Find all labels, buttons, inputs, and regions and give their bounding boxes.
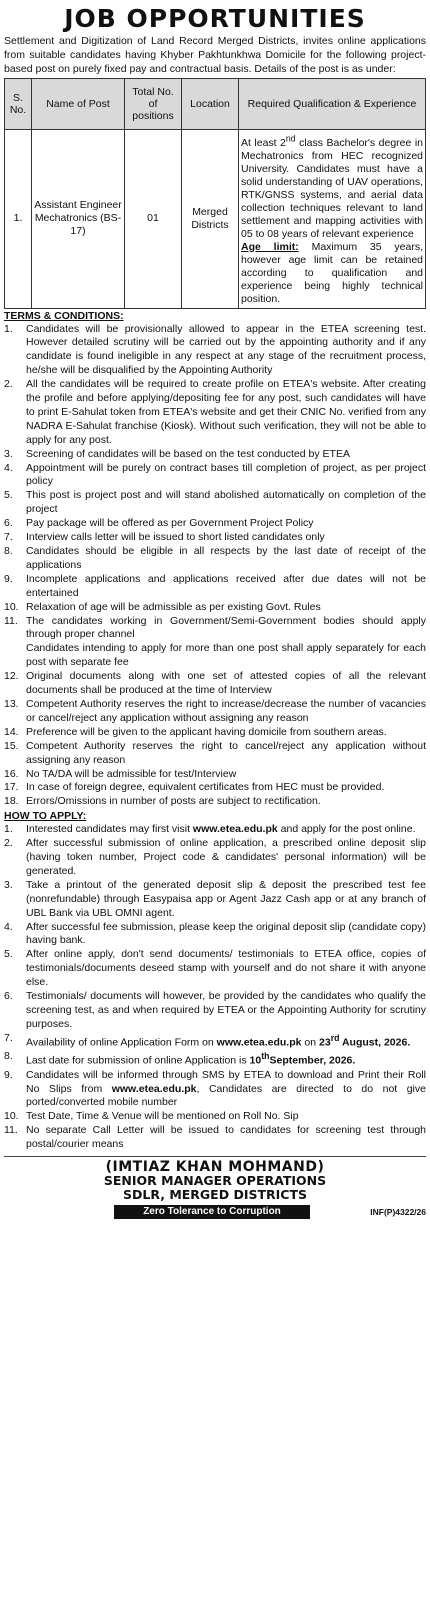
list-item: 10. Test Date, Time & Venue will be mentioned on Roll No. Sip xyxy=(4,1110,299,1123)
list-item: 12. Original documents along with one set of attested copies of all the relevant documents shall be produced at the time of Interview xyxy=(4,670,426,697)
list-item: 4. After successful fee submission, please keep the original deposit slip (candidate copy) having bank. xyxy=(4,920,426,947)
table-row xyxy=(5,130,426,309)
footer xyxy=(4,1205,426,1221)
list-item: 9. Incomplete applications and applications received after due dates will not be entertained xyxy=(4,572,426,599)
signatory-designation: SENIOR MANAGER OPERATIONS xyxy=(103,1173,327,1189)
page-title: JOB OPPORTUNITIES xyxy=(64,4,366,33)
list-item: 2. All the candidates will be required to create profile on ETEA's website. After creating the profile and before applying/depositing fee for any post, such candidates will have to print E-Sahulat token from ETEA's website and get their CNIC No. verified from any NADRA E-Sahulat franchise (Kiosk). Without such verification, they will not be able to apply for any post. xyxy=(4,378,426,446)
list-item: 6. Pay package will be offered as per Government Project Policy xyxy=(4,517,314,530)
list-item: 4. Appointment will be purely on contract bases till completion of project, as per project policy xyxy=(4,461,426,488)
list-item: 13. Competent Authority reserves the right to increase/decrease the number of vacancies or cancel/reject any application without assigning any reason xyxy=(4,697,426,724)
list-item: 11. The candidates working in Government/Semi-Government bodies should apply through proper channel Candidates intending to apply for more than one post shall apply separately for each post with separate fee xyxy=(4,614,426,669)
age-limit-label: Age limit: xyxy=(241,240,299,253)
etea-website-link[interactable]: www.etea.edu.pk xyxy=(192,823,278,836)
list-item: 11. No separate Call Letter will be issued to candidates for screening test through postal/courier means xyxy=(4,1124,426,1151)
cell-location: Merged Districts xyxy=(182,130,239,309)
list-item: 15. Competent Authority reserves the right to cancel/reject any application without assigning any reason xyxy=(4,739,426,766)
how-to-apply-list xyxy=(4,823,426,1152)
zero-tolerance-banner: Zero Tolerance to Corruption xyxy=(114,1205,310,1219)
qualification-text: At least 2nd class Bachelor's degree in Mechatronics from HEC recognized University. Candidates must have a solid understanding of UAV operations, RTK/GNSS systems, and aerial data collection techniques relevant to land settlement and mapping activities with 05 to 08 years of relevant experience xyxy=(241,133,423,240)
etea-website-link[interactable]: www.etea.edu.pk xyxy=(111,1082,197,1095)
list-item: 3. Screening of candidates will be based on the test conducted by ETEA xyxy=(4,447,350,460)
list-item: 5. This post is project post and will stand abolished automatically on completion of the project xyxy=(4,489,426,516)
terms-list xyxy=(4,323,426,810)
list-item: 10. Relaxation of age will be admissible as per existing Govt. Rules xyxy=(4,600,321,613)
age-limit-text: Maximum 35 years, however age limit can be retained according to qualification and experience being highly technical position. xyxy=(241,240,423,305)
header-qualification: Required Qualification & Experience xyxy=(239,79,426,130)
cell-post-name: Assistant Engineer Mechatronics (BS-17) xyxy=(32,130,125,309)
intro-paragraph: Settlement and Digitization of Land Record Merged Districts, invites online applications from suitable candidates having Khyber Pakhtunkhwa Domicile for the following project-based post on purely fixed pay and contractual basis. Details of the post is as under: xyxy=(4,35,426,75)
terms-heading: TERMS & CONDITIONS: xyxy=(4,309,124,322)
header-name-of-post: Name of Post xyxy=(32,79,125,130)
list-item: 9. Candidates will be informed through SMS by ETEA to download and Print their Roll No Slips from www.etea.edu.pk, Candidates are directed to do not give ported/converted mobile number xyxy=(4,1068,426,1109)
job-advertisement xyxy=(4,4,426,1221)
list-item: 3. Take a printout of the generated deposit slip & deposit the prescribed test fee (nonrefundable) through Easypaisa app or Agent Jazz Cash app or at any branch of UBL Bank via UBL OMNI agent. xyxy=(4,878,426,919)
list-item: 18. Errors/Omissions in number of posts are subject to rectification. xyxy=(4,795,321,808)
reference-number: INF(P)4322/26 xyxy=(370,1207,426,1218)
signatory-name: (IMTIAZ KHAN MOHMAND) xyxy=(105,1159,325,1176)
list-item: 14. Preference will be given to the applicant having domicile from southern areas. xyxy=(4,725,387,738)
how-to-apply-heading: HOW TO APPLY: xyxy=(4,810,87,823)
list-item: 8. Last date for submission of online Application is 10thSeptember, 2026. xyxy=(4,1050,356,1067)
list-item: 8. Candidates should be eligible in all respects by the last date of receipt of the applications xyxy=(4,545,426,571)
list-item: 5. After online apply, don't send documents/ testimonials to ETEA office, copies of testimonials/documents deseed stamp with yourself and do not share it with anyone else. xyxy=(4,948,426,989)
list-item: 7. Availability of online Application Form on www.etea.edu.pk on 23rd August, 2026. xyxy=(4,1031,411,1049)
signature-block xyxy=(4,1156,426,1202)
cell-positions: 01 xyxy=(125,130,182,309)
list-item: 16. No TA/DA will be admissible for test/Interview xyxy=(4,767,237,780)
cell-sno: 1. xyxy=(5,130,32,309)
list-item: 1. Candidates will be provisionally allowed to appear in the ETEA screening test. However detailed scrutiny will be carried out by the appointing authority and if any candidate is found ineligible in any respect at any stage of the recruitment process, he/she will be disqualified by the Appointing Authority xyxy=(4,322,426,377)
header-location: Location xyxy=(182,79,239,130)
posts-table xyxy=(4,78,426,309)
list-item: 6. Testimonials/ documents will however, be provided by the candidates who qualify the screening test, as and when required by ETEA or the Appointing Authority for scrutiny purposes. xyxy=(4,990,426,1030)
list-item: 7. Interview calls letter will be issued to short listed candidates only xyxy=(4,531,325,544)
list-item: 2. After successful submission of online application, a prescribed online deposit slip (having token number, Project code & candidates' personal information) will be generated. xyxy=(4,837,426,877)
signatory-office: SDLR, MERGED DISTRICTS xyxy=(123,1187,307,1203)
etea-website-link[interactable]: www.etea.edu.pk xyxy=(216,1036,302,1049)
list-item: 17. In case of foreign degree, equivalent certificates from HEC must be provided. xyxy=(4,781,385,794)
list-item: 1. Interested candidates may first visit www.etea.edu.pk and apply for the post online. xyxy=(4,823,416,836)
cell-qualification xyxy=(239,130,426,309)
table-header-row xyxy=(5,79,426,130)
header-positions: Total No. of positions xyxy=(125,79,182,130)
header-sno: S. No. xyxy=(5,79,32,130)
